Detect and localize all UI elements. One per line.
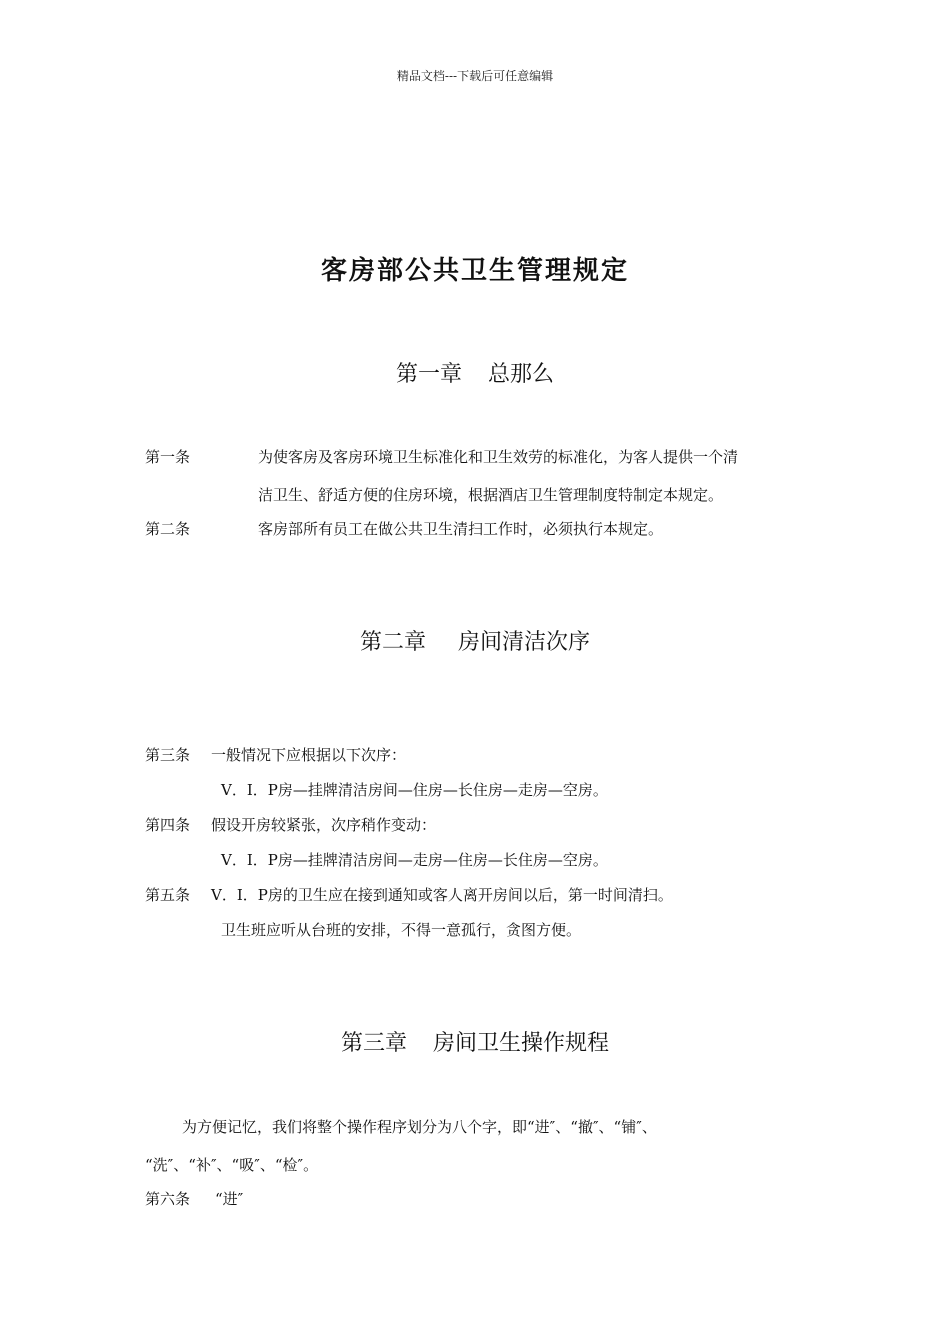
article-5-text: V．I．P房的卫生应在接到通知或客人离开房间以后，第一时间清扫。	[211, 886, 673, 904]
chapter-3-name: 房间卫生操作规程	[433, 1031, 610, 1056]
chapter-3-heading	[0, 1026, 950, 1057]
chapter-3-number: 第三章	[340, 1031, 407, 1056]
article-3-label: 第三条	[145, 746, 191, 764]
article-6-label: 第六条	[145, 1190, 191, 1208]
article-1-line-2: 洁卫生、舒适方便的住房环境，根据酒店卫生管理制度特制定本规定。	[258, 486, 724, 504]
chapter-1-heading	[0, 357, 950, 388]
chapter-1-number: 第一章	[395, 362, 462, 387]
article-4-label: 第四条	[145, 816, 191, 834]
article-5-note: 卫生班应听从台班的安排，不得一意孤行，贪图方便。	[221, 921, 582, 939]
article-3-text: 一般情况下应根据以下次序：	[211, 746, 407, 764]
document-title: 客房部公共卫生管理规定	[320, 256, 629, 286]
article-1-line-1: 为使客房及客房环境卫生标准化和卫生效劳的标准化，为客人提供一个清	[258, 448, 739, 466]
chapter-1-name: 总那么	[488, 362, 555, 387]
article-2-label: 第二条	[145, 520, 191, 538]
chapter-2-name: 房间清洁次序	[458, 630, 591, 655]
article-3-order: V．I．P房—挂牌清洁房间—住房—长住房—走房—空房。	[221, 781, 608, 799]
article-1-label: 第一条	[145, 448, 191, 466]
intro-line-1: 为方便记忆，我们将整个操作程序划分为八个字，即“进″、“撤″、“铺″、	[182, 1118, 657, 1136]
article-4-text: 假设开房较紧张，次序稍作变动：	[211, 816, 437, 834]
article-2-text: 客房部所有员工在做公共卫生清扫工作时，必须执行本规定。	[258, 520, 664, 538]
article-4-order: V．I．P房—挂牌清洁房间—走房—住房—长住房—空房。	[221, 851, 608, 869]
article-5-label: 第五条	[145, 886, 191, 904]
intro-line-2: “洗″、“补″、“吸″、“检″。	[145, 1156, 319, 1174]
chapter-2-number: 第二章	[359, 630, 426, 655]
chapter-2-heading	[0, 625, 950, 656]
article-6-text: “进″	[215, 1190, 244, 1208]
page-header: 精品文档---下载后可任意编辑	[396, 69, 554, 83]
